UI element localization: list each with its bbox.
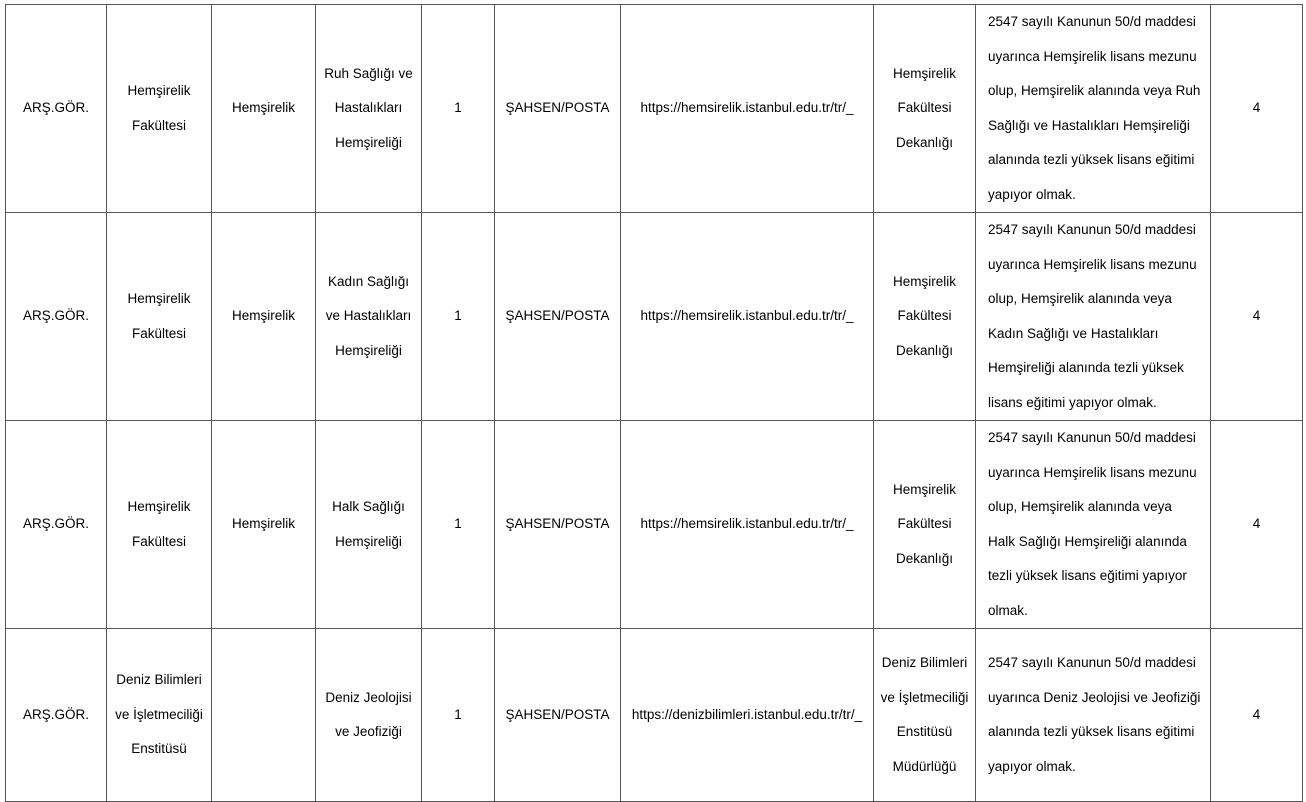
url-cell: https://hemsirelik.istanbul.edu.tr/tr/_ <box>621 5 874 213</box>
department-cell <box>212 629 316 802</box>
requirements-cell: 2547 sayılı Kanunun 50/d maddesi uyarınca Hemşirelik lisans mezunu olup, Hemşirelik alanında veya Ruh Sağlığı ve Hastalıkları Hemşireliği alanında tezli yüksek lisans eğitimi yapıyor olmak. <box>976 5 1211 213</box>
table-row <box>6 5 1303 213</box>
url-cell: https://hemsirelik.istanbul.edu.tr/tr/_ <box>621 421 874 629</box>
number-cell: 4 <box>1211 421 1303 629</box>
application-cell: ŞAHSEN/POSTA <box>495 213 621 421</box>
number-cell: 4 <box>1211 5 1303 213</box>
count-cell: 1 <box>422 213 495 421</box>
count-cell: 1 <box>422 421 495 629</box>
count-cell: 1 <box>422 5 495 213</box>
job-postings-table <box>5 4 1303 802</box>
table-row <box>6 421 1303 629</box>
count-cell: 1 <box>422 629 495 802</box>
title-cell: ARŞ.GÖR. <box>6 213 107 421</box>
program-cell: Ruh Sağlığı ve Hastalıkları Hemşireliği <box>316 5 422 213</box>
application-cell: ŞAHSEN/POSTA <box>495 629 621 802</box>
table-row <box>6 213 1303 421</box>
requirements-cell: 2547 sayılı Kanunun 50/d maddesi uyarınca Hemşirelik lisans mezunu olup, Hemşirelik alanında veya Halk Sağlığı Hemşireliği alanında tezli yüksek lisans eğitimi yapıyor olmak. <box>976 421 1211 629</box>
department-cell: Hemşirelik <box>212 5 316 213</box>
number-cell: 4 <box>1211 629 1303 802</box>
url-cell: https://denizbilimleri.istanbul.edu.tr/tr/_ <box>621 629 874 802</box>
application-cell: ŞAHSEN/POSTA <box>495 5 621 213</box>
table-row <box>6 629 1303 802</box>
faculty-cell: Deniz Bilimleri ve İşletmeciliği Enstitüsü <box>107 629 212 802</box>
requirements-cell: 2547 sayılı Kanunun 50/d maddesi uyarınca Deniz Jeolojisi ve Jeofiziği alanında tezli yüksek lisans eğitimi yapıyor olmak. <box>976 629 1211 802</box>
faculty-cell: Hemşirelik Fakültesi <box>107 5 212 213</box>
title-cell: ARŞ.GÖR. <box>6 421 107 629</box>
faculty-cell: Hemşirelik Fakültesi <box>107 421 212 629</box>
program-cell: Kadın Sağlığı ve Hastalıkları Hemşireliği <box>316 213 422 421</box>
office-cell: Hemşirelik Fakültesi Dekanlığı <box>874 421 976 629</box>
requirements-cell: 2547 sayılı Kanunun 50/d maddesi uyarınca Hemşirelik lisans mezunu olup, Hemşirelik alanında veya Kadın Sağlığı ve Hastalıkları Hemşireliği alanında tezli yüksek lisans eğitimi yapıyor olmak. <box>976 213 1211 421</box>
office-cell: Hemşirelik Fakültesi Dekanlığı <box>874 5 976 213</box>
office-cell: Hemşirelik Fakültesi Dekanlığı <box>874 213 976 421</box>
program-cell: Deniz Jeolojisi ve Jeofiziği <box>316 629 422 802</box>
program-cell: Halk Sağlığı Hemşireliği <box>316 421 422 629</box>
number-cell: 4 <box>1211 213 1303 421</box>
faculty-cell: Hemşirelik Fakültesi <box>107 213 212 421</box>
url-cell: https://hemsirelik.istanbul.edu.tr/tr/_ <box>621 213 874 421</box>
application-cell: ŞAHSEN/POSTA <box>495 421 621 629</box>
department-cell: Hemşirelik <box>212 421 316 629</box>
title-cell: ARŞ.GÖR. <box>6 5 107 213</box>
office-cell: Deniz Bilimleri ve İşletmeciliği Enstitüsü Müdürlüğü <box>874 629 976 802</box>
title-cell: ARŞ.GÖR. <box>6 629 107 802</box>
department-cell: Hemşirelik <box>212 213 316 421</box>
